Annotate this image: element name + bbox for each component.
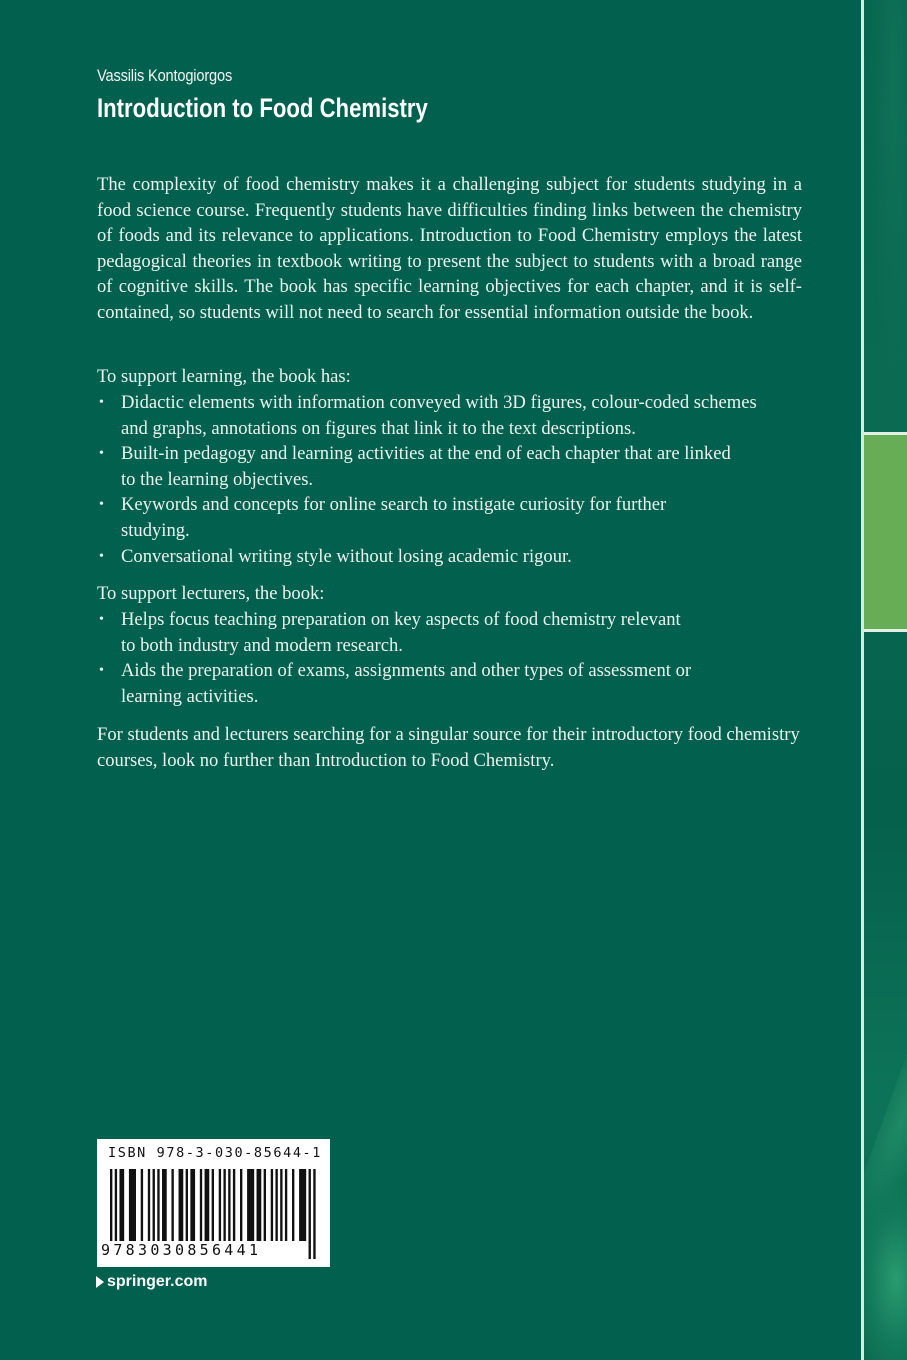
barcode-bar xyxy=(162,1169,167,1241)
learning-lead: To support learning, the book has: xyxy=(97,366,351,387)
barcode-digit-string: 9783030856441 xyxy=(101,1241,262,1259)
lecturers-list xyxy=(97,607,802,709)
barcode-bar xyxy=(141,1169,143,1241)
closing-text: For students and lecturers searching for a singular source for their introductory food chemistry courses, look no further than Introduction to Food Chemistry. xyxy=(97,724,800,771)
barcode-bar xyxy=(119,1169,124,1241)
learning-list xyxy=(97,390,802,569)
barcode-bar xyxy=(292,1169,294,1241)
spine-band-bottom-line xyxy=(864,629,907,632)
list-item: • Built-in pedagogy and learning activities at the end of each chapter that are linked to the learning objectives. xyxy=(97,441,741,492)
publisher-url[interactable]: springer.com xyxy=(107,1273,208,1290)
list-item: • Keywords and concepts for online search to instigate curiosity for further studying. xyxy=(97,492,731,543)
barcode-bar xyxy=(171,1169,173,1241)
barcode-bar xyxy=(264,1169,266,1241)
barcode-bar xyxy=(186,1169,188,1241)
barcode-bar xyxy=(257,1169,262,1241)
barcode-bar xyxy=(299,1169,306,1241)
barcode-bar xyxy=(240,1169,242,1241)
barcode-bar xyxy=(179,1169,184,1241)
barcode-bar xyxy=(129,1169,136,1241)
barcode-bar xyxy=(280,1169,282,1241)
intro-text: The complexity of food chemistry makes it a challenging subject for students studying in a food science course. Frequently students have difficulties finding links between the chemistry of foods and its relevance to applications. Introduction to Food Chemistry employs the latest pedagogical theories in textbook writing to present the subject to students with a broad range of cognitive skills. The book has specific learning objectives for each chapter, and it is self-contained, so students will not need to search for essential information outside the book. xyxy=(97,174,802,323)
spine-leaf-image-lower xyxy=(864,1180,907,1360)
list-item: • Aids the preparation of exams, assignments and other types of assessment or learning activities. xyxy=(97,658,741,709)
barcode-bar xyxy=(233,1169,235,1241)
barcode-bar xyxy=(205,1169,210,1241)
isbn-barcode xyxy=(97,1139,330,1267)
book-title: Introduction to Food Chemistry xyxy=(97,93,428,123)
isbn-label: ISBN 978-3-030-85644-1 xyxy=(108,1145,323,1161)
barcode-bar xyxy=(148,1169,150,1241)
spine-green-band xyxy=(864,435,907,629)
list-item: • Helps focus teaching preparation on key aspects of food chemistry relevant to both industry and modern research. xyxy=(97,607,681,658)
barcode-bar xyxy=(271,1169,273,1241)
list-item: • Conversational writing style without losing academic rigour. xyxy=(97,544,802,570)
closing-paragraph xyxy=(97,722,802,773)
barcode-bar xyxy=(275,1169,277,1241)
barcode-bar xyxy=(285,1169,287,1241)
barcode-bar xyxy=(153,1169,155,1241)
barcode-bar xyxy=(228,1169,230,1241)
barcode-digits xyxy=(101,1241,323,1259)
intro-paragraph xyxy=(97,172,802,326)
list-item: • Didactic elements with information conveyed with 3D figures, colour-coded schemes and graphs, annotations on figures that link it to the text descriptions. xyxy=(97,390,771,441)
arrow-right-icon xyxy=(96,1276,104,1288)
barcode-bar xyxy=(223,1169,225,1241)
author-name: Vassilis Kontogiorgos xyxy=(97,66,233,85)
spine-strip xyxy=(864,0,907,1360)
spine-leaf-texture xyxy=(869,0,907,400)
barcode-bar xyxy=(200,1169,202,1241)
barcode-bar xyxy=(157,1169,159,1241)
publisher-link[interactable] xyxy=(96,1273,207,1291)
lecturers-lead: To support lecturers, the book: xyxy=(97,583,325,604)
barcode-bar xyxy=(190,1169,195,1241)
barcode-bar xyxy=(247,1169,254,1241)
